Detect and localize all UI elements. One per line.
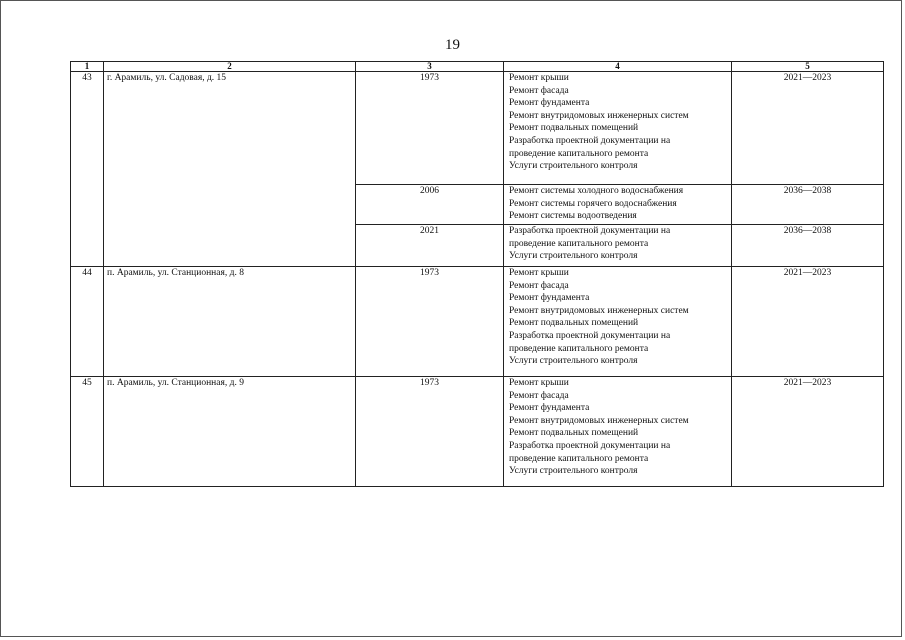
header-col-1: 1: [71, 62, 104, 72]
work-item: проведение капитального ремонта: [509, 453, 649, 464]
page-number: 19: [445, 37, 460, 53]
building-address: п. Арамиль, ул. Станционная, д. 8: [104, 267, 356, 377]
table-row: [71, 377, 884, 487]
works-list: [504, 267, 732, 377]
work-item: Разработка проектной документации на: [509, 330, 671, 341]
works-list: [504, 225, 732, 267]
table-body: [71, 72, 884, 487]
construction-year: 1973: [356, 72, 504, 185]
work-item: Ремонт системы горячего водоснабжения: [509, 198, 677, 209]
construction-year: 2021: [356, 225, 504, 267]
header-col-3: 3: [356, 62, 504, 72]
header-col-5: 5: [732, 62, 884, 72]
row-number: 43: [71, 72, 104, 267]
work-item: Услуги строительного контроля: [509, 356, 638, 367]
repair-period: 2021—2023: [732, 377, 884, 487]
header-row: [71, 62, 884, 72]
work-item: Ремонт фундамента: [509, 293, 590, 304]
work-item: Ремонт крыши: [509, 268, 569, 278]
header-col-2: 2: [104, 62, 356, 72]
work-item: Ремонт фасада: [509, 280, 569, 291]
work-item: Ремонт системы водоотведения: [509, 211, 637, 222]
repair-period: 2021—2023: [732, 72, 884, 185]
row-number: 45: [71, 377, 104, 487]
work-item: Ремонт фундамента: [509, 98, 590, 109]
work-item: Разработка проектной документации на: [509, 440, 671, 451]
building-address: г. Арамиль, ул. Садовая, д. 15: [104, 72, 356, 267]
work-item: Ремонт фундамента: [509, 403, 590, 414]
work-item: Ремонт внутридомовых инженерных систем: [509, 415, 689, 426]
work-item: Ремонт фасада: [509, 390, 569, 401]
work-item: Ремонт крыши: [509, 378, 569, 388]
work-item: проведение капитального ремонта: [509, 148, 649, 159]
work-item: проведение капитального ремонта: [509, 343, 649, 354]
works-list: [504, 377, 732, 487]
work-item: Ремонт фасада: [509, 85, 569, 96]
work-item: Разработка проектной документации на: [509, 226, 671, 236]
work-item: Услуги строительного контроля: [509, 161, 638, 172]
work-item: Ремонт системы холодного водоснабжения: [509, 186, 684, 196]
work-item: Ремонт крыши: [509, 73, 569, 83]
work-item: Услуги строительного контроля: [509, 251, 638, 262]
header-col-4: 4: [504, 62, 732, 72]
works-list: [504, 72, 732, 185]
work-item: Ремонт внутридомовых инженерных систем: [509, 110, 689, 121]
construction-year: 2006: [356, 185, 504, 225]
repair-period: 2036—2038: [732, 225, 884, 267]
row-number: 44: [71, 267, 104, 377]
work-item: Ремонт подвальных помещений: [509, 428, 639, 439]
work-item: Услуги строительного контроля: [509, 466, 638, 477]
work-item: Разработка проектной документации на: [509, 135, 671, 146]
work-item: Ремонт подвальных помещений: [509, 318, 639, 329]
construction-year: 1973: [356, 267, 504, 377]
construction-year: 1973: [356, 377, 504, 487]
repair-period: 2036—2038: [732, 185, 884, 225]
work-item: Ремонт внутридомовых инженерных систем: [509, 305, 689, 316]
repair-schedule-table: [70, 61, 884, 487]
repair-period: 2021—2023: [732, 267, 884, 377]
building-address: п. Арамиль, ул. Станционная, д. 9: [104, 377, 356, 487]
table-row: [71, 72, 884, 185]
work-item: Ремонт подвальных помещений: [509, 123, 639, 134]
works-list: [504, 185, 732, 225]
work-item: проведение капитального ремонта: [509, 238, 649, 249]
table-row: [71, 267, 884, 377]
